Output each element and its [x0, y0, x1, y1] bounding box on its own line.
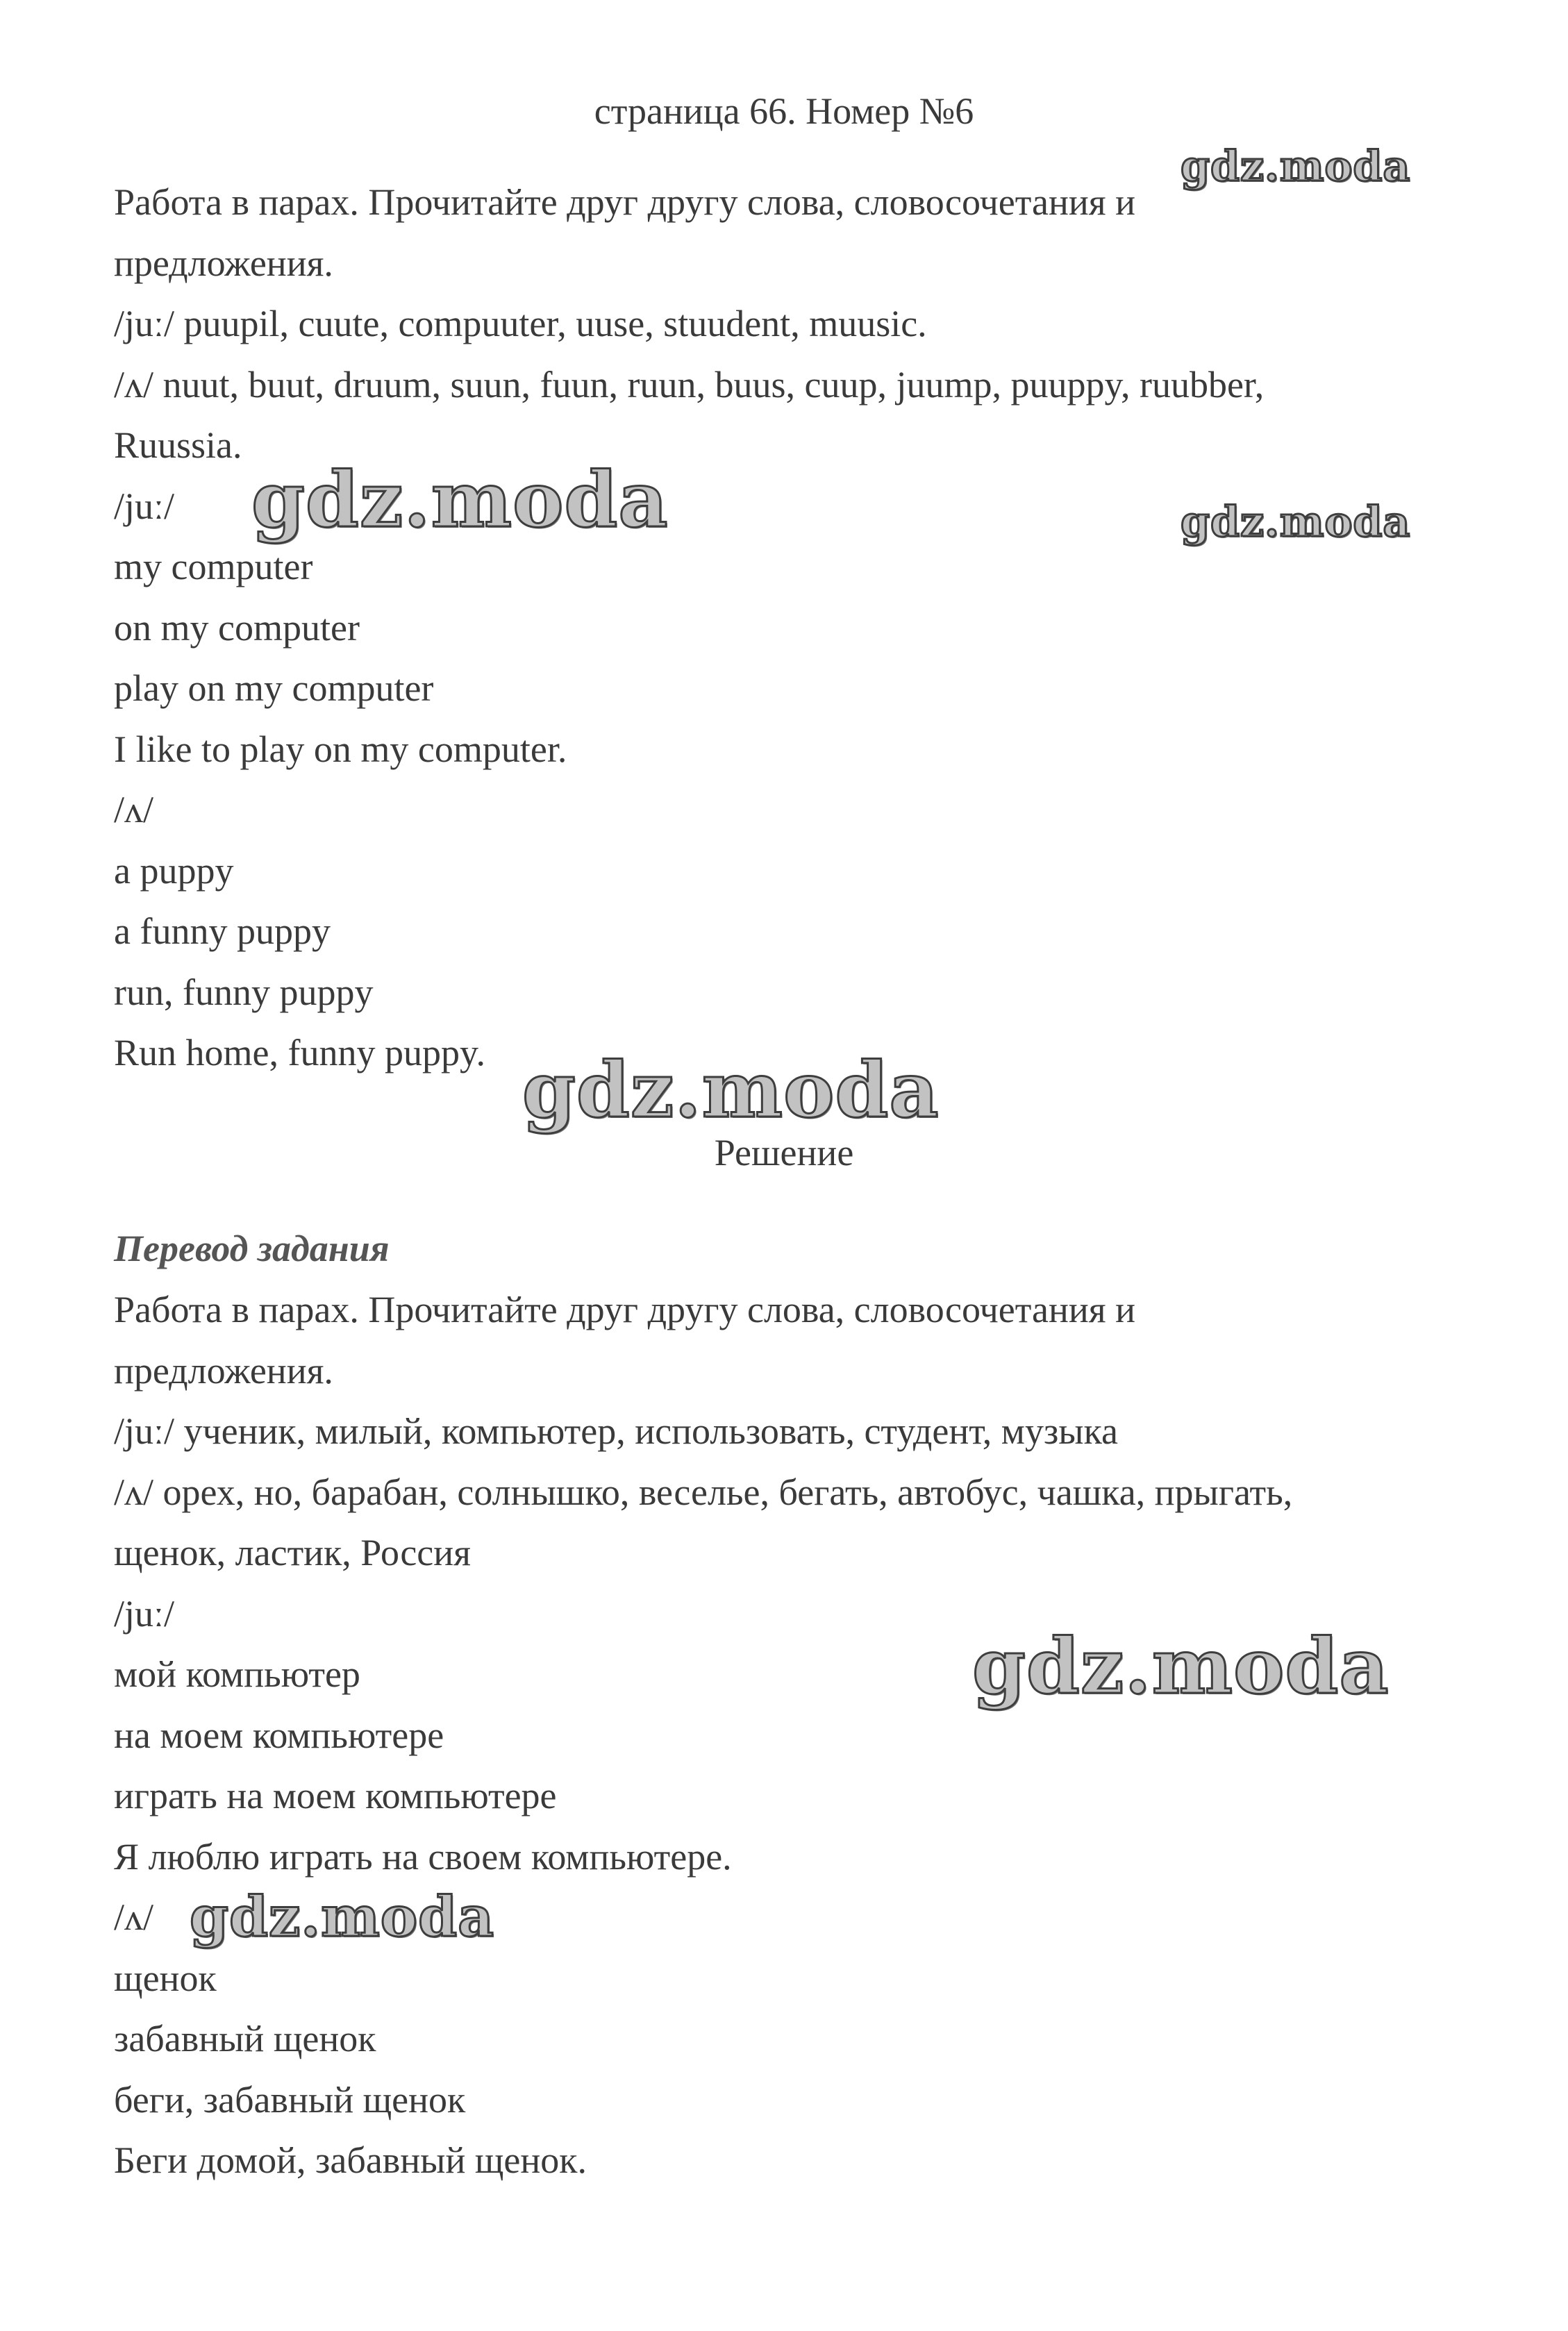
watermark: gdz.moda: [522, 1045, 940, 1135]
task-line: предложения.: [114, 242, 333, 284]
translation-line: /ʌ/: [114, 1896, 154, 1938]
task-line: /ʌ/ nuut, buut, druum, suun, fuun, ruun, buus, cuup, juump, puuppy, ruubber,: [114, 363, 1265, 406]
task-line: a funny puppy: [114, 910, 331, 952]
translation-line: щенок, ластик, Россия: [114, 1532, 472, 1573]
translation-line: мой компьютер: [114, 1653, 360, 1695]
task-line: run, funny puppy: [114, 971, 374, 1013]
watermark: gdz.moda: [972, 1621, 1390, 1711]
watermark: gdz.moda: [251, 455, 669, 544]
translation-line: забавный щенок: [114, 2018, 376, 2060]
translation-line: щенок: [114, 1957, 217, 1999]
task-line: on my computer: [114, 606, 360, 649]
task-text: [114, 172, 1433, 1084]
task-line: /juː/ puupil, cuute, compuuter, uuse, stuudent, muusic.: [114, 303, 927, 344]
task-line: play on my computer: [114, 667, 434, 709]
solution-title: Решение: [714, 1132, 854, 1173]
watermark: gdz.moda: [1181, 498, 1411, 546]
translation-line: /juː/: [114, 1592, 175, 1635]
translation-text: [114, 1280, 1433, 2191]
task-line: /juː/: [114, 485, 175, 527]
translation-line: играть на моем компьютере: [114, 1775, 557, 1816]
translation-line: /juː/ ученик, милый, компьютер, использовать, студент, музыка: [114, 1410, 1118, 1452]
task-line: /ʌ/: [114, 789, 154, 830]
watermark: gdz.moda: [1181, 142, 1411, 191]
translation-line: на моем компьютере: [114, 1714, 444, 1756]
page-header: страница 66. Номер №6: [594, 90, 974, 132]
task-line: my computer: [114, 546, 313, 587]
task-line: Run home, funny puppy.: [114, 1032, 485, 1073]
translation-line: беги, забавный щенок: [114, 2078, 466, 2121]
translation-line: предложения.: [114, 1349, 333, 1392]
translation-line: Работа в парах. Прочитайте друг другу слова, словосочетания и: [114, 1289, 1135, 1330]
task-line: Работа в парах. Прочитайте друг другу слова, словосочетания и: [114, 181, 1135, 223]
translation-line: /ʌ/ орех, но, барабан, солнышко, веселье, бегать, автобус, чашка, прыгать,: [114, 1471, 1293, 1513]
translation-line: Я люблю играть на своем компьютере.: [114, 1835, 732, 1878]
watermark: gdz.moda: [190, 1884, 494, 1949]
task-line: a puppy: [114, 849, 234, 892]
task-line: I like to play on my computer.: [114, 728, 567, 770]
task-line: Ruussia.: [114, 424, 242, 466]
translation-line: Беги домой, забавный щенок.: [114, 2139, 587, 2181]
translation-heading: Перевод задания: [114, 1228, 390, 1269]
